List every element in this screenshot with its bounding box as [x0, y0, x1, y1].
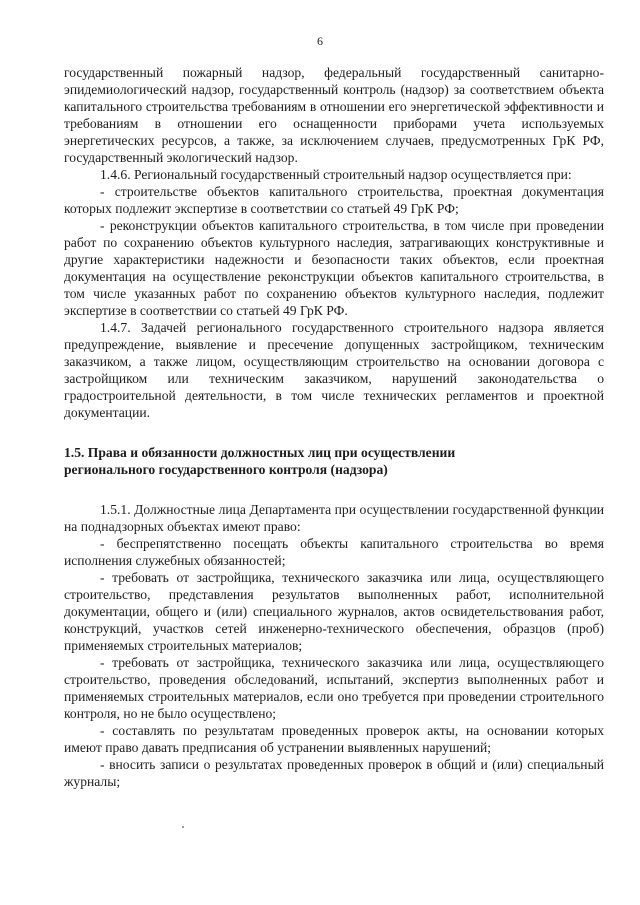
list-item: - реконструкции объектов капитального строительства, в том числе при проведении работ по сохранению объектов культурного наследия, затрагивающих конструктивные и другие характеристики надежности и безопасности таких объектов, если проектная документация на осуществление реконструкции объектов капитального строительства, в том числе указанных работ по сохранению объектов культурного наследия, подлежит экспертизе в соответствии со статьей 49 ГрК РФ.	[64, 218, 604, 318]
document-body	[64, 64, 604, 790]
paragraph: государственный пожарный надзор, федеральный государственный санитарно-эпидемиологический надзор, государственный контроль (надзор) за соответствием объекта капитального строительства требованиям в отношении его энергетической эффективности и требованиям в отношении его оснащенности приборами учета используемых энергетических ресурсов, а также, за исключением случаев, предусмотренных ГрК РФ, государственный экологический надзор.	[64, 65, 604, 165]
list-item: - строительстве объектов капитального строительства, проектная документация которых подлежит экспертизе в соответствии со статьей 49 ГрК РФ;	[64, 184, 604, 216]
paragraph: 1.5.1. Должностные лица Департамента при осуществлении государственной функции на поднадзорных объектах имеют право:	[64, 502, 604, 534]
list-item: - требовать от застройщика, технического заказчика или лица, осуществляющего строительство, проведения обследований, испытаний, экспертиз выполненных работ и применяемых строительных материалов, если оно требуется при проведении строительного контроля, но не было осуществлено;	[64, 655, 604, 721]
paragraph: 1.4.6. Региональный государственный строительный надзор осуществляется при:	[100, 167, 572, 182]
list-item: - составлять по результатам проведенных проверок акты, на основании которых имеют право давать предписания об устранении выявленных нарушений;	[64, 723, 604, 755]
page-number: 6	[317, 34, 323, 48]
section-heading-line: 1.5. Права и обязанности должностных лиц при осуществлении	[64, 445, 456, 460]
section-heading-line: регионального государственного контроля (надзора)	[64, 462, 388, 477]
scan-speck	[182, 826, 184, 828]
paragraph: 1.4.7. Задачей регионального государственного строительного надзора является предупреждение, выявление и пресечение допущенных застройщиком, техническим заказчиком, а также лицом, осуществляющим строительство на основании договора с застройщиком или техническим заказчиком, нарушений законодательства о градостроительной деятельности, в том числе технических регламентов и проектной документации.	[64, 320, 604, 420]
list-item: - требовать от застройщика, технического заказчика или лица, осуществляющего строительство, представления результатов выполненных работ, исполнительной документации, общего и (или) специального журналов, актов освидетельствования работ, конструкций, участков сетей инженерно-технического обеспечения, образцов (проб) применяемых строительных материалов;	[64, 570, 604, 653]
list-item: - беспрепятственно посещать объекты капитального строительства во время исполнения служебных обязанностей;	[64, 536, 604, 568]
list-item: - вносить записи о результатах проведенных проверок в общий и (или) специальный журналы;	[64, 757, 604, 789]
section-heading	[64, 444, 604, 478]
